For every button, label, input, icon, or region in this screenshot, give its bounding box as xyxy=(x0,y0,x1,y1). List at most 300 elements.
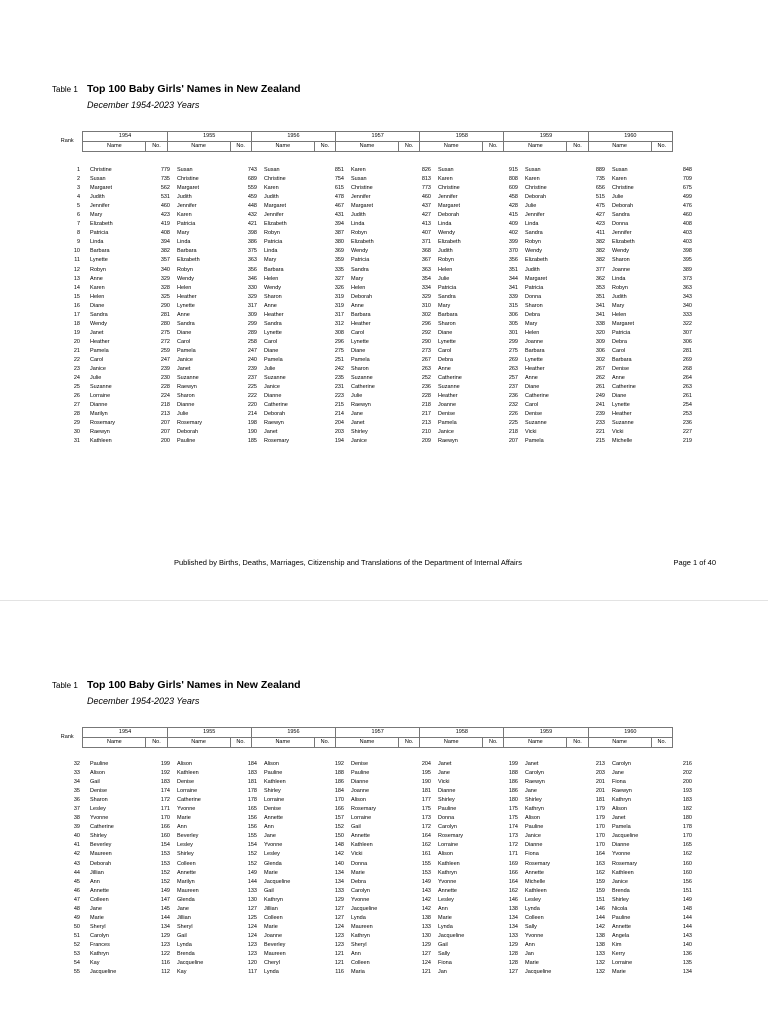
count-cell: 340 xyxy=(160,266,170,273)
table-title-block xyxy=(52,79,301,110)
table-row xyxy=(52,923,695,932)
name-cell: Kathleen xyxy=(177,770,199,777)
count-cell: 172 xyxy=(421,824,431,831)
count-cell: 201 xyxy=(595,779,605,786)
count-cell: 380 xyxy=(334,239,344,246)
name-cell: Julie xyxy=(177,411,189,418)
count-cell: 156 xyxy=(682,878,692,885)
name-cell: Alison xyxy=(525,815,540,822)
count-cell: 327 xyxy=(334,275,344,282)
count-cell: 186 xyxy=(334,779,344,786)
name-cell: Lorraine xyxy=(264,797,285,804)
name-cell: Patricia xyxy=(264,239,283,246)
name-cell: Carol xyxy=(525,402,539,409)
name-cell: Jillian xyxy=(90,869,104,876)
rank-cell: 17 xyxy=(73,311,80,318)
name-cell: Carol xyxy=(264,338,278,345)
name-cell: Karen xyxy=(177,212,192,219)
name-cell: Margaret xyxy=(351,203,374,210)
name-cell: Pamela xyxy=(351,357,370,363)
count-cell: 213 xyxy=(160,411,170,418)
name-cell: Kathryn xyxy=(351,932,370,939)
name-cell: Karen xyxy=(612,176,627,183)
rank-cell: 43 xyxy=(73,860,80,867)
name-cell: Pauline xyxy=(177,438,196,445)
count-cell: 382 xyxy=(160,248,170,255)
name-cell: Patricia xyxy=(351,257,370,264)
name-cell: Lynette xyxy=(438,338,456,345)
name-cell: Catherine xyxy=(90,824,114,831)
rank-cell: 1 xyxy=(76,167,80,174)
count-cell: 169 xyxy=(508,860,518,867)
count-cell: 166 xyxy=(508,869,518,876)
count-cell: 175 xyxy=(421,806,431,813)
count-cell: 251 xyxy=(334,357,344,363)
name-cell: Annette xyxy=(177,869,196,876)
name-cell: Mary xyxy=(264,257,277,264)
name-cell: Christine xyxy=(612,185,634,192)
name-cell: Jennifer xyxy=(612,230,632,237)
count-cell: 112 xyxy=(161,969,170,976)
count-cell: 848 xyxy=(682,167,692,174)
count-cell: 164 xyxy=(595,851,605,858)
name-cell: Jane xyxy=(612,770,624,777)
count-cell: 124 xyxy=(247,932,257,939)
name-cell: Anne xyxy=(264,302,277,309)
count-cell: 351 xyxy=(508,266,518,273)
name-cell: Patricia xyxy=(177,221,196,228)
count-cell: 280 xyxy=(160,320,170,327)
name-cell: Sandra xyxy=(351,266,369,273)
count-cell: 413 xyxy=(421,221,431,228)
count-cell: 423 xyxy=(160,212,170,219)
count-cell: 219 xyxy=(682,438,692,445)
count-cell: 237 xyxy=(508,384,518,391)
count-cell: 183 xyxy=(160,779,170,786)
count-cell: 152 xyxy=(160,878,170,885)
rank-cell: 31 xyxy=(73,438,80,445)
table-row xyxy=(52,896,695,905)
name-cell: Helen xyxy=(351,284,366,291)
year-header: 1960 xyxy=(588,728,672,738)
table-row xyxy=(52,968,695,977)
count-cell: 142 xyxy=(334,851,344,858)
count-cell: 190 xyxy=(421,779,431,786)
name-cell: Jacqueline xyxy=(438,932,465,939)
name-cell: Yvonne xyxy=(264,842,283,849)
name-cell: Ann xyxy=(525,941,535,948)
count-cell: 224 xyxy=(160,393,170,400)
name-cell: Susan xyxy=(525,167,541,174)
name-cell: Robyn xyxy=(438,257,454,264)
count-cell: 415 xyxy=(508,212,518,219)
table-row xyxy=(52,329,695,338)
count-cell: 315 xyxy=(508,302,518,309)
name-cell: Lynette xyxy=(90,257,108,264)
count-cell: 515 xyxy=(595,194,605,201)
name-cell: Sally xyxy=(525,923,537,930)
count-cell: 240 xyxy=(247,357,257,363)
name-cell: Barbara xyxy=(90,248,110,255)
name-cell: Rosemary xyxy=(90,420,116,427)
name-cell: Lesley xyxy=(90,806,106,813)
name-cell: Lynda xyxy=(177,941,192,948)
name-cell: Jacqueline xyxy=(612,833,639,840)
table-row xyxy=(52,832,695,841)
name-cell: Kathleen xyxy=(264,779,286,786)
name-cell: Ann xyxy=(90,878,100,885)
name-cell: Marie xyxy=(177,815,191,822)
count-cell: 743 xyxy=(247,167,257,174)
name-cell: Christine xyxy=(264,176,286,183)
count-cell: 172 xyxy=(160,797,170,804)
name-cell: Jane xyxy=(438,770,450,777)
count-cell: 160 xyxy=(682,860,692,867)
table-row xyxy=(52,211,695,220)
count-cell: 148 xyxy=(334,842,344,849)
count-cell: 264 xyxy=(682,375,692,382)
name-cell: Sandra xyxy=(612,212,630,219)
count-cell: 326 xyxy=(334,284,344,291)
count-cell: 144 xyxy=(682,923,692,930)
count-cell: 163 xyxy=(595,860,605,867)
name-cell: Annette xyxy=(351,833,370,840)
count-cell: 273 xyxy=(421,347,431,354)
name-cell: Debra xyxy=(351,878,366,885)
name-cell: Michelle xyxy=(612,438,633,445)
count-cell: 319 xyxy=(334,293,344,300)
count-cell: 476 xyxy=(682,203,692,210)
count-cell: 135 xyxy=(682,960,692,967)
count-cell: 341 xyxy=(595,311,605,318)
count-cell: 152 xyxy=(334,824,344,831)
name-cell: Maria xyxy=(351,969,365,976)
count-cell: 123 xyxy=(334,932,344,939)
count-cell: 142 xyxy=(421,905,431,912)
name-cell: Kathryn xyxy=(264,896,283,903)
name-cell: Barbara xyxy=(525,347,545,354)
count-cell: 407 xyxy=(421,230,431,237)
count-cell: 237 xyxy=(247,375,257,382)
count-header: No. xyxy=(230,738,251,748)
count-cell: 343 xyxy=(682,293,692,300)
year-header: 1958 xyxy=(420,132,504,142)
name-cell: Jennifer xyxy=(525,212,545,219)
count-cell: 306 xyxy=(508,311,518,318)
name-cell: Patricia xyxy=(90,230,109,237)
count-cell: 239 xyxy=(595,411,605,418)
count-cell: 147 xyxy=(160,896,170,903)
count-cell: 134 xyxy=(334,878,344,885)
name-cell: Yvonne xyxy=(351,896,370,903)
name-cell: Barbara xyxy=(264,266,284,273)
count-cell: 130 xyxy=(247,896,257,903)
count-cell: 230 xyxy=(160,375,170,382)
count-cell: 214 xyxy=(334,411,344,418)
name-cell: Sheryl xyxy=(351,941,367,948)
count-cell: 458 xyxy=(508,194,518,201)
table-title-block xyxy=(52,675,301,706)
name-cell: Marie xyxy=(90,914,104,921)
name-cell: Debra xyxy=(525,311,540,318)
name-cell: Suzanne xyxy=(177,375,199,382)
name-cell: Jillian xyxy=(264,905,278,912)
count-cell: 263 xyxy=(682,384,692,391)
count-cell: 275 xyxy=(160,329,170,336)
name-cell: Elizabeth xyxy=(90,221,113,228)
name-cell: Robyn xyxy=(177,266,193,273)
name-cell: Helen xyxy=(177,284,192,291)
count-cell: 306 xyxy=(682,338,692,345)
count-cell: 259 xyxy=(160,347,170,354)
name-cell: Elizabeth xyxy=(264,221,287,228)
name-cell: Sharon xyxy=(264,293,282,300)
count-cell: 290 xyxy=(421,338,431,345)
name-cell: Maureen xyxy=(177,887,199,894)
count-cell: 226 xyxy=(508,411,518,418)
name-cell: Heather xyxy=(90,338,110,345)
name-cell: Julie xyxy=(525,203,537,210)
name-cell: Jennifer xyxy=(90,203,110,210)
name-cell: Jane xyxy=(525,788,537,795)
count-cell: 149 xyxy=(682,896,692,903)
count-header: No. xyxy=(483,738,504,748)
count-cell: 317 xyxy=(247,302,257,309)
name-cell: Helen xyxy=(612,311,627,318)
count-cell: 346 xyxy=(247,275,257,282)
name-cell: Marie xyxy=(264,923,278,930)
count-cell: 460 xyxy=(160,203,170,210)
rank-cell: 28 xyxy=(73,411,80,418)
name-cell: Janet xyxy=(525,761,539,768)
name-cell: Jane xyxy=(90,905,102,912)
name-cell: Lynda xyxy=(264,969,279,976)
count-cell: 373 xyxy=(682,275,692,282)
count-header: No. xyxy=(567,738,588,748)
name-cell: Denise xyxy=(351,761,369,768)
year-header: 1960 xyxy=(588,132,672,142)
count-cell: 133 xyxy=(508,932,518,939)
count-cell: 353 xyxy=(595,284,605,291)
name-header: Name xyxy=(504,738,567,748)
count-cell: 215 xyxy=(595,438,605,445)
count-cell: 127 xyxy=(508,969,518,976)
name-cell: Jacqueline xyxy=(351,905,378,912)
column-header xyxy=(52,131,673,152)
name-cell: Pamela xyxy=(177,347,196,354)
rank-cell: 5 xyxy=(76,203,80,210)
name-cell: Pauline xyxy=(525,824,544,831)
count-cell: 375 xyxy=(247,248,257,255)
count-cell: 133 xyxy=(247,887,257,894)
count-cell: 709 xyxy=(682,176,692,183)
count-cell: 159 xyxy=(595,887,605,894)
count-cell: 889 xyxy=(595,167,605,174)
rank-cell: 45 xyxy=(73,878,80,885)
count-header: No. xyxy=(651,738,672,748)
count-cell: 146 xyxy=(508,896,518,903)
count-cell: 116 xyxy=(161,960,170,967)
count-cell: 144 xyxy=(682,914,692,921)
name-cell: Shirley xyxy=(177,851,194,858)
count-cell: 170 xyxy=(595,833,605,840)
name-cell: Maureen xyxy=(351,923,373,930)
count-cell: 142 xyxy=(595,923,605,930)
table-row xyxy=(52,814,695,823)
name-cell: Wendy xyxy=(264,284,282,291)
count-cell: 177 xyxy=(421,797,431,804)
name-cell: Pauline xyxy=(264,770,283,777)
count-cell: 152 xyxy=(160,869,170,876)
name-cell: Shirley xyxy=(351,429,368,436)
count-cell: 199 xyxy=(160,761,170,768)
name-cell: Kathleen xyxy=(351,842,373,849)
count-cell: 117 xyxy=(248,969,257,976)
name-cell: Susan xyxy=(438,167,454,174)
rank-cell: 41 xyxy=(73,842,80,849)
name-cell: Barbara xyxy=(351,311,371,318)
name-cell: Suzanne xyxy=(525,420,547,427)
name-header: Name xyxy=(420,142,483,152)
name-cell: Judith xyxy=(525,266,540,273)
count-cell: 398 xyxy=(247,230,257,237)
count-cell: 328 xyxy=(160,284,170,291)
count-cell: 155 xyxy=(421,860,431,867)
table-row xyxy=(52,914,695,923)
count-cell: 225 xyxy=(247,384,257,391)
name-cell: Kathryn xyxy=(90,951,109,957)
name-cell: Pamela xyxy=(612,824,631,831)
count-cell: 290 xyxy=(160,302,170,309)
rank-cell: 36 xyxy=(73,797,80,804)
name-cell: Marie xyxy=(264,869,278,876)
name-cell: Anne xyxy=(177,311,190,318)
count-cell: 209 xyxy=(421,438,431,445)
name-cell: Dianne xyxy=(438,788,456,795)
count-cell: 134 xyxy=(508,914,518,921)
count-cell: 182 xyxy=(682,806,692,813)
name-cell: Judith xyxy=(438,248,453,255)
name-cell: Jennifer xyxy=(438,194,458,201)
name-cell: Jennifer xyxy=(177,203,197,210)
name-cell: Yvonne xyxy=(177,806,196,813)
count-cell: 427 xyxy=(595,212,605,219)
count-cell: 173 xyxy=(421,815,431,822)
name-cell: Vicki xyxy=(438,779,450,786)
name-cell: Jane xyxy=(264,833,276,840)
name-cell: Janice xyxy=(177,357,193,363)
name-cell: Judith xyxy=(612,293,627,300)
name-cell: Ann xyxy=(438,905,448,912)
rank-cell: 27 xyxy=(73,402,80,409)
count-cell: 227 xyxy=(682,429,692,436)
count-cell: 133 xyxy=(421,923,431,930)
table-row xyxy=(52,932,695,941)
count-cell: 193 xyxy=(682,788,692,795)
name-header: Name xyxy=(251,738,314,748)
count-cell: 382 xyxy=(595,239,605,246)
name-cell: Colleen xyxy=(351,960,370,967)
count-cell: 329 xyxy=(247,293,257,300)
count-cell: 183 xyxy=(682,797,692,804)
table-row xyxy=(52,383,695,392)
table-row xyxy=(52,950,695,959)
name-cell: Vicki xyxy=(612,429,624,436)
name-header: Name xyxy=(167,738,230,748)
name-cell: Maureen xyxy=(264,951,286,957)
rank-cell: 10 xyxy=(73,248,80,255)
count-cell: 319 xyxy=(334,302,344,309)
count-header: No. xyxy=(146,142,167,152)
name-cell: Kay xyxy=(90,960,100,967)
rank-cell: 12 xyxy=(73,266,80,273)
count-cell: 201 xyxy=(595,788,605,795)
count-cell: 174 xyxy=(160,788,170,795)
count-cell: 235 xyxy=(334,375,344,382)
count-cell: 275 xyxy=(334,347,344,354)
count-cell: 132 xyxy=(595,969,605,976)
count-header: No. xyxy=(651,142,672,152)
name-cell: Raewyn xyxy=(264,420,284,427)
rank-header: Rank xyxy=(60,138,74,144)
count-cell: 334 xyxy=(421,284,431,291)
table-row xyxy=(52,374,695,383)
count-cell: 309 xyxy=(247,311,257,318)
count-cell: 431 xyxy=(334,212,344,219)
name-cell: Frances xyxy=(90,941,110,948)
table-row xyxy=(52,437,695,446)
count-cell: 335 xyxy=(334,266,344,273)
name-cell: Suzanne xyxy=(351,375,373,382)
count-cell: 170 xyxy=(595,842,605,849)
rank-cell: 49 xyxy=(73,914,80,921)
count-cell: 356 xyxy=(247,266,257,273)
count-header: No. xyxy=(146,738,167,748)
name-cell: Helen xyxy=(525,329,540,336)
name-cell: Janet xyxy=(351,420,365,427)
count-cell: 128 xyxy=(508,960,518,967)
name-cell: Janet xyxy=(438,761,452,768)
name-cell: Heather xyxy=(351,320,371,327)
name-cell: Sheryl xyxy=(177,923,193,930)
count-cell: 460 xyxy=(421,194,431,201)
count-cell: 448 xyxy=(247,203,257,210)
name-cell: Kathleen xyxy=(612,869,634,876)
count-cell: 339 xyxy=(508,293,518,300)
count-cell: 160 xyxy=(160,833,170,840)
name-cell: Susan xyxy=(90,176,106,183)
count-cell: 308 xyxy=(334,329,344,336)
table-row xyxy=(52,787,695,796)
name-cell: Sandra xyxy=(90,311,108,318)
count-cell: 162 xyxy=(421,842,431,849)
rank-cell: 9 xyxy=(76,239,80,246)
table-row xyxy=(52,284,695,293)
names-table xyxy=(52,166,695,446)
count-cell: 531 xyxy=(160,194,170,201)
name-cell: Yvonne xyxy=(438,878,457,885)
name-cell: Karen xyxy=(351,167,366,174)
table-row xyxy=(52,184,695,193)
count-cell: 138 xyxy=(421,914,431,921)
count-cell: 171 xyxy=(508,851,518,858)
count-cell: 178 xyxy=(247,788,257,795)
name-cell: Margaret xyxy=(438,203,461,210)
count-cell: 143 xyxy=(421,887,431,894)
count-cell: 371 xyxy=(421,239,431,246)
count-cell: 207 xyxy=(508,438,518,445)
count-cell: 275 xyxy=(508,347,518,354)
